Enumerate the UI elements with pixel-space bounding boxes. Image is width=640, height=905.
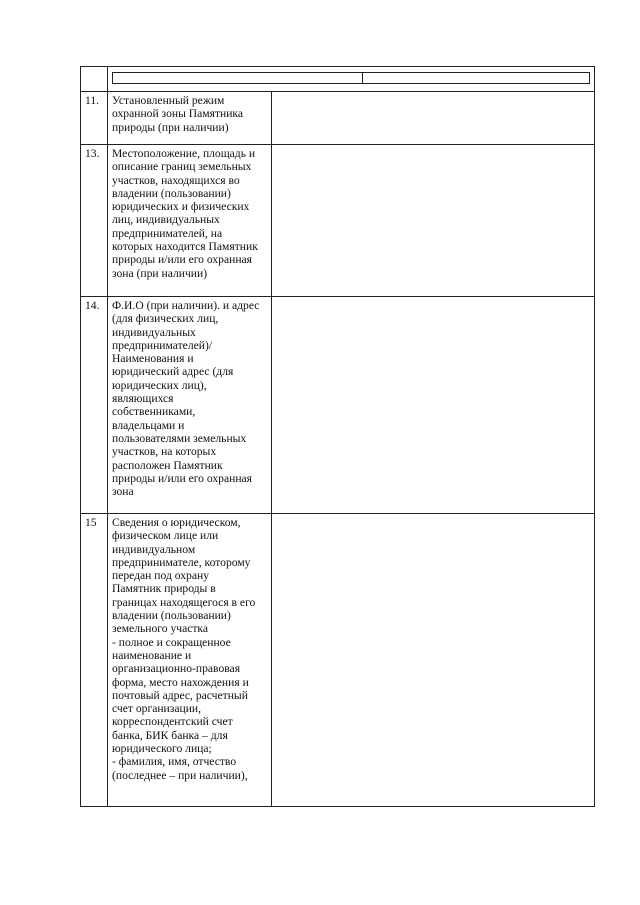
table-continuation-row — [81, 67, 595, 92]
continuation-cell — [108, 67, 595, 92]
row-number: 14. — [81, 297, 108, 514]
num-cell — [81, 67, 108, 92]
row-number: 13. — [81, 145, 108, 297]
inner-divider — [362, 73, 363, 83]
row-number: 11. — [81, 92, 108, 145]
inner-box — [112, 72, 590, 84]
row-label: Установленный режим охранной зоны Памятника природы (при наличии) — [108, 92, 272, 145]
table-row — [81, 145, 595, 297]
row-label: Местоположение, площадь и описание границ земельных участков, находящихся во владении (пользовании) юридических и физических лиц, индивидуальных предпринимателей, на которых находится Памятник природы и/или его охранная зона (при наличии) — [108, 145, 272, 297]
row-label: Сведения о юридическом, физическом лице или индивидуальном предпринимателе, которому передан под охрану Памятник природы в границах находящегося в его владении (пользовании) земельного участка - полное и сокращенное наименование и организационно-правовая форма, место нахождения и почтовый адрес, расчетный счет организации, корреспондентский счет банка, БИК банка – для юридического лица; - фамилия, имя, отчество (последнее – при наличии), — [108, 514, 272, 807]
row-number: 15 — [81, 514, 108, 807]
row-value — [272, 514, 595, 807]
table-row — [81, 297, 595, 514]
row-label: Ф.И.О (при наличии). и адрес (для физических лиц, индивидуальных предпринимателей)/ Наименования и юридический адрес (для юридических лиц), являющихся собственниками, владельцами и пользователями земельных участков, на которых расположен Памятник природы и/или его охранная зона — [108, 297, 272, 514]
info-table — [80, 66, 595, 807]
row-value — [272, 92, 595, 145]
row-value — [272, 297, 595, 514]
table-row — [81, 514, 595, 807]
row-value — [272, 145, 595, 297]
table-row — [81, 92, 595, 145]
